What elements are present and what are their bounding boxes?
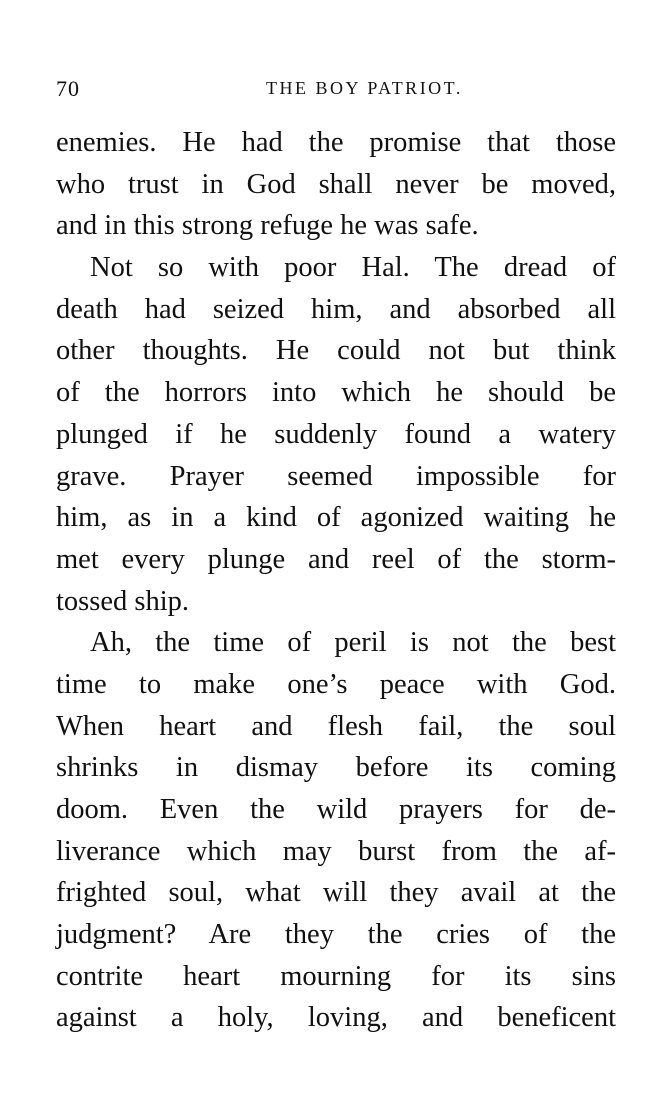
text-line: enemies. He had the promise that those bbox=[56, 127, 616, 158]
page-header bbox=[56, 76, 616, 104]
text-line: against a holy, loving, and beneficent bbox=[56, 1002, 616, 1034]
text-line: him, as in a kind of agonized waiting he bbox=[56, 502, 616, 534]
text-line: who trust in God shall never be moved, bbox=[56, 168, 616, 200]
text-line: of the horrors into which he should be bbox=[56, 377, 616, 409]
body-text bbox=[56, 122, 616, 1039]
text-line: Not so with poor Hal. The dread of bbox=[90, 252, 616, 284]
text-line: Ah, the time of peril is not the best bbox=[90, 627, 616, 659]
text-line: tossed ship. bbox=[56, 585, 190, 617]
text-line: death had seized him, and absorbed all bbox=[56, 293, 616, 325]
text-line: frighted soul, what will they avail at the bbox=[56, 877, 616, 909]
running-title: THE BOY PATRIOT. bbox=[266, 78, 463, 98]
text-line: met every plunge and reel of the storm- bbox=[56, 543, 616, 575]
text-line: When heart and flesh fail, the soul bbox=[56, 710, 616, 742]
text-line: shrinks in dismay before its coming bbox=[56, 752, 616, 784]
text-line: grave. Prayer seemed impossible for bbox=[56, 460, 616, 492]
text-line: contrite heart mourning for its sins bbox=[56, 960, 616, 992]
text-line: time to make one’s peace with God. bbox=[56, 668, 616, 700]
text-line: plunged if he suddenly found a watery bbox=[56, 418, 616, 450]
text-line: liverance which may burst from the af- bbox=[56, 835, 616, 867]
text-line: and in this strong refuge he was safe. bbox=[56, 210, 479, 242]
text-line: doom. Even the wild prayers for de- bbox=[56, 794, 616, 825]
text-line: other thoughts. He could not but think bbox=[56, 335, 616, 367]
text-line: judgment? Are they the cries of the bbox=[56, 919, 616, 951]
page-number: 70 bbox=[56, 76, 80, 101]
